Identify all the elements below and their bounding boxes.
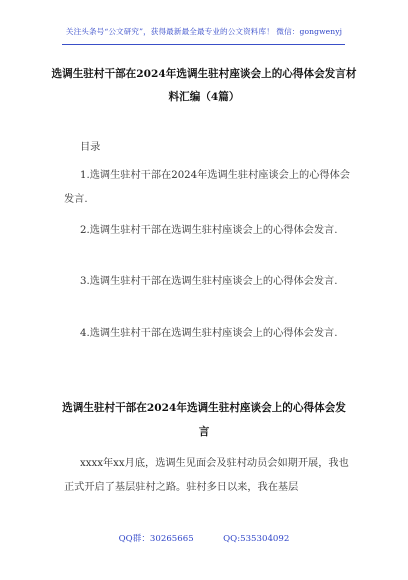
body-paragraph: xxxx年xx月底，选调生见面会及驻村动员会如期开展，我也正式开启了基层驻村之路。驻村多日以来，我在基层: [64, 458, 349, 493]
footer-qq-group: QQ群：30265665: [118, 534, 194, 544]
toc-item-3: 3.选调生驻村干部在选调生驻村座谈会上的心得体会发言.: [80, 276, 338, 287]
footer-contact: [0, 532, 408, 544]
footer-qq: QQ:535304092: [223, 534, 290, 544]
toc-item-2: 2.选调生驻村干部在选调生驻村座谈会上的心得体会发言.: [80, 225, 338, 236]
section-title: 选调生驻村干部在2024年选调生驻村座谈会上的心得体会发言: [62, 402, 346, 438]
toc-heading: 目录: [80, 142, 101, 153]
toc-item-1: 1.选调生驻村干部在2024年选调生驻村座谈会上的心得体会发言.: [64, 170, 350, 205]
document-title: 选调生驻村干部在2024年选调生驻村座谈会上的心得体会发言材料汇编（4篇）: [51, 68, 357, 103]
header-banner: 关注头条号“公文研究”，获得最新最全最专业的公文资料库！ 微信：gongwenyj: [65, 27, 343, 36]
toc-item-4: 4.选调生驻村干部在选调生驻村座谈会上的心得体会发言.: [80, 328, 338, 339]
header-divider: [62, 44, 345, 45]
